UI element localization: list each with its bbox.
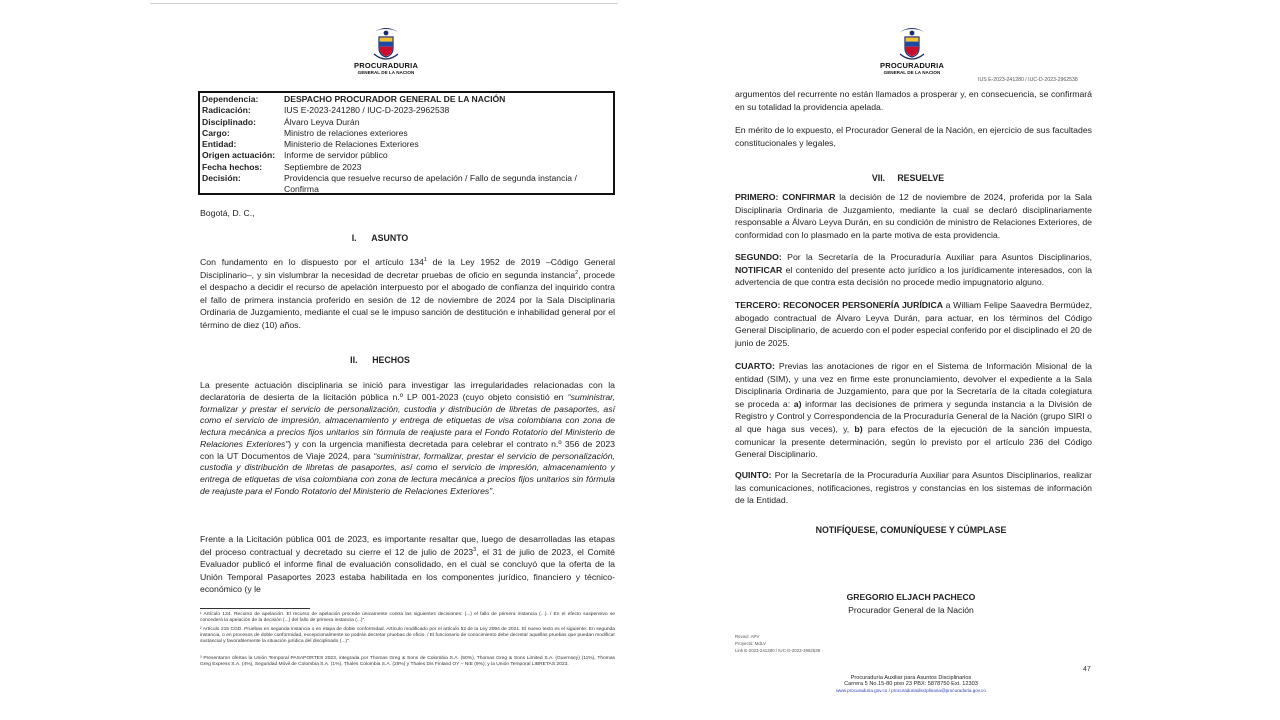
footer-address (768, 675, 1054, 694)
address-link[interactable]: www.procuraduria.gov.co / procuraduriadisciplinaria@procuraduria.gov.co (836, 687, 986, 693)
section-title: HECHOS (372, 355, 410, 365)
row-label: Entidad: (202, 139, 237, 150)
table-row (202, 139, 611, 150)
text-run: el contenido del presente acto jurídico a los jurídicamente interesados, con la advertencia de que contra esta decisión no procede medio impugnatorio alguno. (735, 264, 1092, 288)
row-value: Ministro de relaciones exteriores (284, 127, 408, 138)
row-value: IUS E-2023-241280 / IUC-D-2023-2962538 (284, 105, 450, 116)
table-row (202, 105, 611, 116)
row-value: DESPACHO PROCURADOR GENERAL DE LA NACIÓN (284, 94, 506, 104)
clause-lead: SEGUNDO: (735, 252, 782, 262)
section-heading-hechos (300, 355, 460, 365)
paragraph-cuarto (735, 360, 1092, 461)
page-top-border (150, 3, 618, 4)
row-value: Providencia que resuelve recurso de apelación / Fallo de segunda instancia / Confirma (284, 173, 577, 195)
paragraph-asunto (200, 256, 615, 332)
table-row (202, 162, 611, 173)
page-number: 47 (1083, 666, 1091, 673)
text-run: Previas las anotaciones de rigor en el Sistema de Información Misional de la entidad (SIM), y una vez en firme este pronunciamiento, devolver el expediente a la Sala Disciplinaria Ordinaria de Juzgamiento, para que por la Secretaría de la citada colegiatura se proceda a: (735, 361, 1092, 409)
revision-line: Revisó: APV (735, 634, 760, 639)
row-value: Álvaro Leyva Durán (284, 116, 360, 127)
text-run: . (492, 485, 495, 496)
paragraph-continuation: argumentos del recurrente no están llamados a prosperar y, en consecuencia, se confirmará en su totalidad la providencia apelada. (735, 89, 1092, 112)
row-label: Cargo: (202, 127, 230, 138)
coat-of-arms-icon (897, 24, 927, 62)
footnote-1: ¹ Artículo 134. Recurso de apelación. El recurso de apelación procede únicamente contra las siguientes decisiones: (...) el fallo de primera instancia (...). / En el efecto suspensivo se concederá la apelación de la decisión (...) del fallo de primera instancia (...)”. (200, 612, 615, 624)
text-run: Con fundamento en lo dispuesto por el artículo 134 (200, 257, 424, 267)
text-run: la decisión de 12 de noviembre de 2024, proferida por la Sala Disciplinaria Ordinaria de Juzgamiento, mediante la cual se declaró disciplinariamente responsable a Álvaro Leyva Durán, en su condición de ministro de Relaciones Exteriores, de conformidad con lo plasmado en la parte motiva de esta providencia. (735, 192, 1092, 240)
logo-title: PROCURADURIA (354, 61, 419, 70)
document-page-left (150, 0, 618, 720)
quoted-text: “suministrar, formalizar, prestar el servicio de personalización, custodia y distribución de libretas de pasaportes, así como el servicio de impresión, almacenamiento y entrega de etiquetas de visa colombiana con zona de lectura mecánica a precios fijos unitarios sin fórmula de reajuste para el Fondo Rotatorio del Ministerio de Relaciones Exteriores” (200, 450, 615, 496)
clause-lead: PRIMERO: CONFIRMAR (735, 192, 836, 202)
text-run: para efectos de la ejecución de la sanción impuesta, comunicar la presente determinación, según lo previsto por el artículo 236 del Código General Disciplinario. (735, 423, 1092, 460)
paragraph-merito: En mérito de lo expuesto, el Procurador General de la Nación, en ejercicio de sus facultades constitucionales y legales, (735, 125, 1092, 148)
text-run: a William Felipe Saavedra Bermúdez, abogado contractual de Álvaro Leyva Durán, para actuar, en los términos del Código General Disciplinario, de acuerdo con el poder especial conferido por el disciplinado el 20 de junio de 2025. (735, 300, 1093, 348)
signer-role: Procurador General de la Nación (848, 605, 974, 615)
revision-line: Proyectó: MdLV (735, 641, 766, 646)
logo-subtitle: GENERAL DE LA NACION (357, 70, 415, 75)
table-row (202, 150, 611, 161)
paragraph-quinto (735, 469, 1092, 507)
footnote-ref: 3 (473, 546, 477, 553)
paragraph-primero (735, 191, 1092, 241)
revision-line: Link E-2023-241280 / IUC-D-2023-2962538 (735, 648, 821, 653)
footnote-ref: 2 (575, 269, 579, 276)
footnote-separator (200, 608, 310, 609)
clause-lead: TERCERO: RECONOCER PERSONERÍA JURÍDICA (735, 300, 943, 310)
footnote-3: ³ Presentaron ofertas la Unión Temporal PASAPORTES 2023, integrada por Thomas Greg & Sons de Colombia S.A. (50%), Thomas Greg & Sons Limited S.A. (Guernsey) (11%), Thomas Greg Express S.A. (4%), Seguridad Móvil de Colombia S.A. (1%), Thales Colombia S.A. (25%) y Thales Dis Finland OY – NIE (9%); y la Unión Temporal LIBRETAS 2023. (200, 656, 615, 668)
document-page-right (708, 0, 1128, 720)
closing-formula: NOTIFÍQUESE, COMUNÍQUESE Y CÚMPLASE (815, 525, 1007, 535)
section-heading-asunto (300, 233, 460, 243)
bold-run: a) (793, 398, 802, 409)
row-value: Ministerio de Relaciones Exteriores (284, 139, 419, 150)
paragraph-hechos-1 (200, 380, 615, 498)
section-title: RESUELVE (897, 173, 945, 183)
quoted-text: “suministrar, formalizar y prestar el servicio de personalización, custodia y distribución de libretas de pasaportes, así como el servicio de impresión, almacenamiento y entrega de etiquetas de visa colombiana con zona de lectura mecánica a precios fijos unitarios sin fórmula de reajuste para el Fondo Rotatorio del Ministerio de Relaciones Exteriores” (200, 391, 615, 449)
logo-title: PROCURADURIA (880, 61, 945, 70)
table-row (202, 173, 611, 196)
row-value: Informe de servidor público (284, 150, 388, 161)
bold-run: NOTIFICAR (735, 264, 783, 275)
clause-lead: QUINTO: (735, 470, 772, 480)
text-run: Frente a la Licitación pública 001 de 2023, es importante resaltar que, luego de desarrolladas las etapas del proceso contractual y decretado su cierre el 12 de julio de 2023 (200, 534, 615, 557)
text-run: , el 31 de julio de 2023, el Comité Evaluador publicó el informe final de evaluación consolidado, en el cual se concluyó que la oferta de la Unión Temporal Pasaportes 2023 estaba habilitada en los componentes jurídico, financiero y técnico-económico (y le (200, 546, 615, 595)
row-label: Disciplinado: (202, 116, 256, 127)
address-line: Procuraduría Auxiliar para Asuntos Disciplinarios (850, 675, 972, 681)
city-date: Bogotá, D. C., (200, 208, 255, 218)
section-number: II. (350, 355, 358, 365)
section-heading-resuelve (838, 173, 978, 183)
case-info-table (198, 91, 615, 195)
row-label: Dependencia: (202, 94, 259, 104)
text-run: informar las decisiones de primera y segunda instancia a la División de Registro y Control y Correspondencia de la Procuraduría General de la Nación (grupo SIRI o al que haga sus veces), y, (735, 398, 1092, 434)
text-run: de la Ley 1952 de 2019 –Código General Disciplinario–, y sin vislumbrar la necesidad de decretar pruebas de oficio en segunda instancia (200, 257, 615, 280)
row-label: Origen actuación: (202, 150, 276, 161)
row-label: Fecha hechos: (202, 161, 263, 172)
table-row (202, 117, 611, 128)
clause-lead: CUARTO: (735, 361, 775, 371)
paragraph-tercero (735, 299, 1092, 349)
section-title: ASUNTO (371, 233, 409, 243)
section-number: VII. (871, 173, 886, 183)
footnote-ref: 1 (423, 257, 427, 264)
paragraph-hechos-2 (200, 533, 615, 596)
footnote-2: ² Artículo 215 CGD. Pruebas en segunda instancia o en etapa de doble conformidad. Artículo modificado por el artículo 52 de la Ley 2094 de 2021. El nuevo texto es el siguiente: En segunda instancia, o en procesos de doble conformidad, excepcionalmente se podrán decretar pruebas de oficio. / El funcionario de conocimiento debe decretar aquellas pruebas que puedan modificar sustancial y favorablemente la situación jurídica del disciplinado (...)”. (200, 627, 615, 645)
procuraduria-logo (880, 24, 944, 76)
table-row (202, 94, 611, 105)
row-label: Radicación: (202, 105, 251, 116)
signer-name: GREGORIO ELJACH PACHECO (846, 592, 976, 602)
table-row (202, 128, 611, 139)
text-run: La presente actuación disciplinaria se inició para investigar las irregularidades relacionadas con la declaratoria de desierta de la licitación pública n.º LP 001-2023 (cuyo objeto consistió en (200, 380, 615, 402)
logo-subtitle: GENERAL DE LA NACION (883, 70, 941, 75)
row-label: Decisión: (202, 173, 241, 184)
bold-run: b) (854, 423, 863, 434)
text-run: Por la Secretaría de la Procuraduría Auxiliar para Asuntos Disciplinarios, (781, 252, 1092, 262)
text-run: ) y con la urgencia manifiesta decretada para celebrar el contrato n.º 356 de 2023 con la UT Documentos de Viaje 2024, para (200, 438, 615, 461)
address-line: Carrera 5 No.15-80 piso 23 PBX: 5878750 Ext. 12303 (844, 681, 978, 688)
text-run: Por la Secretaría de la Procuraduría Auxiliar para Asuntos Disciplinarios, realizar las comunicaciones, notificaciones, registros y constancias en los sistemas de información de la Entidad. (735, 470, 1092, 506)
text-run: , procede el despacho a decidir el recurso de apelación interpuesto por el abogado de confianza del inquirido contra el fallo de primera instancia proferido en sesión de 12 de noviembre de 2024 por la Sala Disciplinaria Ordinaria de Juzgamiento, mediante el cual se le impuso sanción de destitución e inhabilidad general por el término de diez (10) años. (200, 269, 615, 330)
paragraph-segundo (735, 251, 1092, 289)
section-number: I. (351, 233, 357, 243)
case-reference: IUS E-2023-241280 / IUC-D-2023-2962538 (978, 77, 1078, 83)
procuraduria-logo (354, 24, 418, 76)
row-value: Septiembre de 2023 (284, 161, 362, 172)
coat-of-arms-icon (371, 24, 401, 62)
